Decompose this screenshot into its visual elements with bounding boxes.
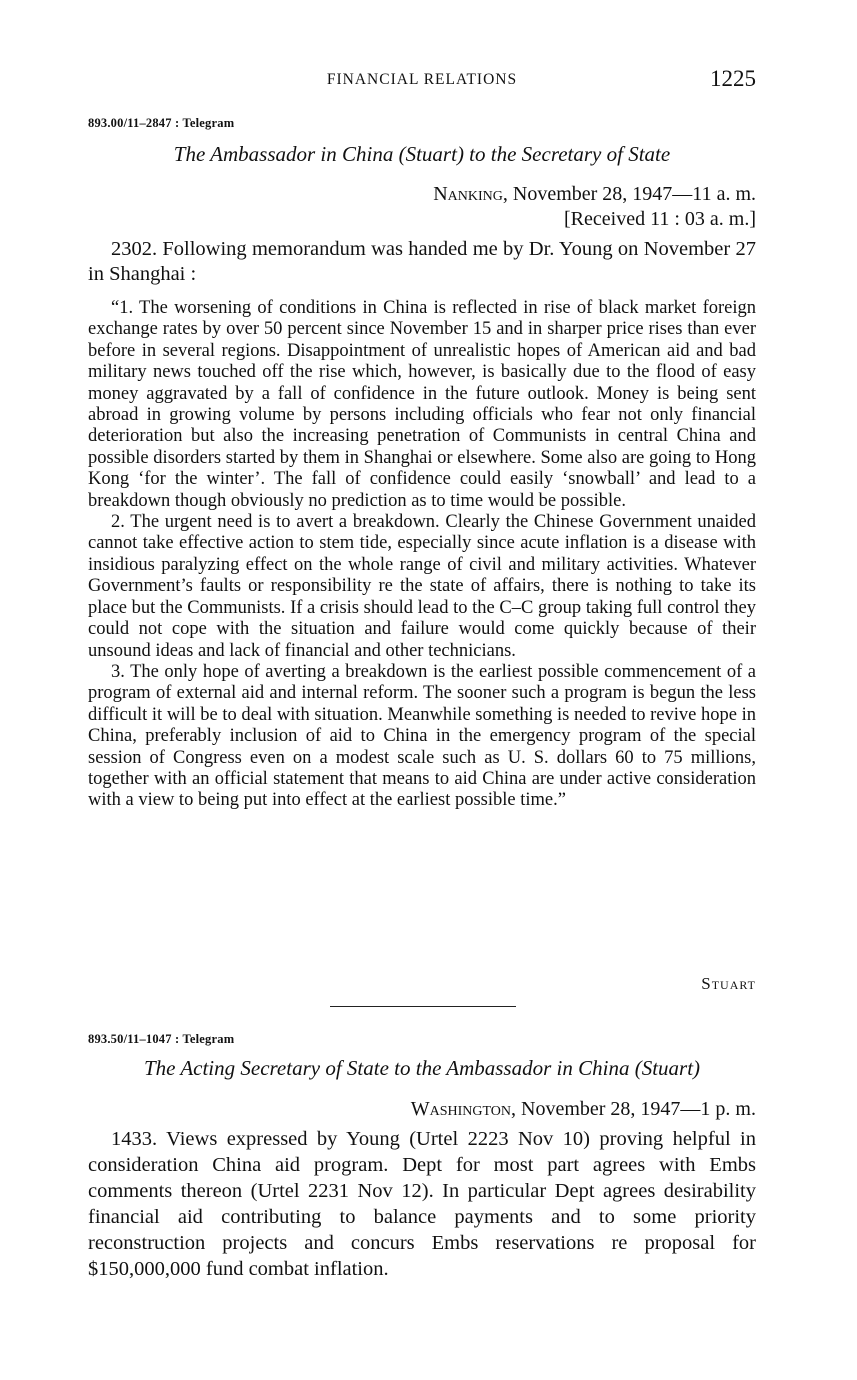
header-title: FINANCIAL RELATIONS	[326, 71, 518, 88]
doc1-signature: Stuart	[701, 974, 756, 993]
doc2-date-line	[88, 1097, 756, 1122]
doc2-body-block	[88, 1126, 756, 1282]
memo-paragraph-3: 3. The only hope of averting a breakdown is the earliest possible commencement of a program of external aid and internal reform. The sooner such a program is begun the less difficult it will be to deal with situation. Meanwhile something is needed to revive hope in China, preferably inclusion of aid to China in the emergency program of the special session of Congress even on a modest scale such as U. S. dollars 60 to 75 millions, together with an official statement that means to aid China are under active consideration with a view to being put into effect at the earliest possible time.”	[88, 661, 756, 811]
doc2-file-ref: 893.50/11–1047 : Telegram	[88, 1032, 235, 1046]
doc1-intro: 2302. Following memorandum was handed me by Dr. Young on November 27 in Shanghai :	[88, 238, 756, 285]
doc1-date: , November 28, 1947—11 a. m.	[502, 183, 756, 205]
doc1-signature-block	[88, 974, 756, 996]
running-header	[88, 66, 756, 94]
memo-paragraph-1: “1. The worsening of conditions in China is reflected in rise of black market foreign exchange rates by over 50 percent since November 15 and in sharper price rises than ever before in several regions. Disappointment of unrealistic hopes of American aid and bad military news touched off the rise which, however, is basically due to the flood of easy money aggravated by a fall of confidence in the future outlook. Money is being sent abroad in growing volume by persons including officials who fear not only financial deterioration but also the increasing penetration of Communists in central China and possible disorders started by them in Shanghai or elsewhere. Some also are going to Hong Kong ‘for the winter’. The fall of confidence could easily ‘snowball’ and lead to a breakdown though obviously no prediction as to time would be possible.	[88, 298, 756, 511]
doc1-dateline	[88, 182, 756, 232]
doc1-title: The Ambassador in China (Stuart) to the Secretary of State	[173, 142, 671, 166]
memo-paragraph-2: 2. The urgent need is to avert a breakdown. Clearly the Chinese Government unaided cannot take effective action to stem tide, especially since acute inflation is a disease with insidious paralyzing effect on the whole range of civil and military activities. Whatever Government’s faults or responsibility re the state of affairs, there is nothing to take its place but the Communists. If a crisis should lead to the C–C group taking full control they could not cope with the situation and failure would come quickly because of their unsound ideas and lack of financial and other technicians.	[88, 512, 756, 661]
doc1-received: [Received 11 : 03 a. m.]	[564, 208, 756, 230]
doc1-intro-block	[88, 237, 756, 287]
doc1-memorandum	[88, 298, 756, 812]
page-number: 1225	[710, 66, 756, 91]
doc2-date: , November 28, 1947—1 p. m.	[511, 1098, 756, 1120]
section-divider	[330, 1006, 516, 1007]
doc1-file-ref: 893.00/11–2847 : Telegram	[88, 116, 235, 130]
doc1-date-line	[88, 182, 756, 207]
doc2-heading	[88, 1032, 756, 1086]
doc2-place: Washington	[410, 1098, 512, 1120]
doc2-title: The Acting Secretary of State to the Ambassador in China (Stuart)	[143, 1056, 701, 1080]
doc1-heading	[88, 116, 756, 172]
doc1-place: Nanking	[433, 183, 503, 205]
doc2-dateline	[88, 1097, 756, 1122]
doc2-body: 1433. Views expressed by Young (Urtel 2223 Nov 10) proving helpful in consideration China aid program. Dept for most part agrees with Embs comments thereon (Urtel 2231 Nov 12). In particular Dept agrees desirability financial aid contributing to balance payments and to some priority reconstruction projects and concurs Embs reservations re proposal for $150,000,000 fund combat inflation.	[88, 1128, 756, 1280]
